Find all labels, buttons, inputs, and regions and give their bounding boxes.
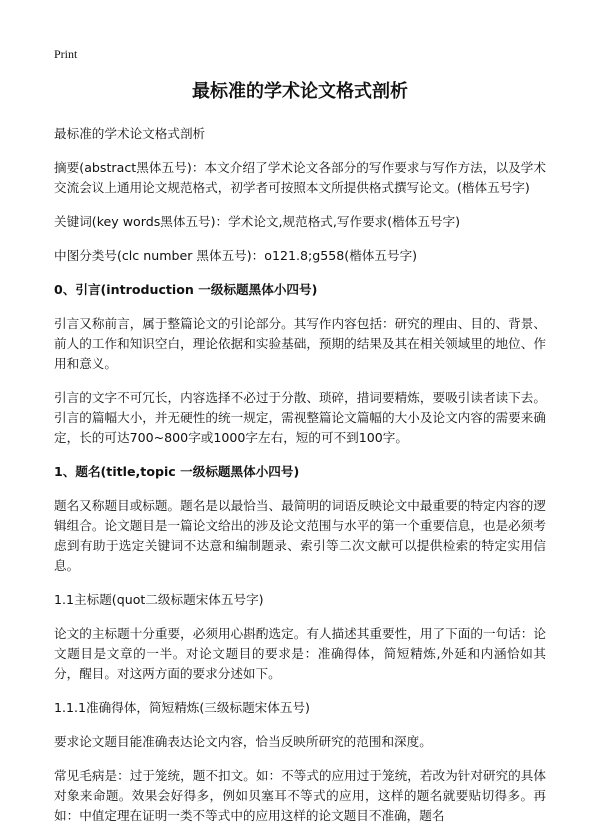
section-0-paragraph-1: 引言又称前言，属于整篇论文的引论部分。其写作内容包括：研究的理由、目的、背景、前人的工作和知识空白，理论依据和实验基础，预期的结果及其在相关领域里的地位、作用和意义。 xyxy=(54,316,546,371)
keywords-paragraph: 关键词(key words黑体五号)：学术论文,规范格式,写作要求(楷体五号字) xyxy=(54,214,461,229)
section-1-1-1-paragraph-2: 常见毛病是：过于笼统，题不扣文。如：不等式的应用过于笼统，若改为针对研究的具体对象来命题。效果会好得多，例如贝塞耳不等式的应用，这样的题名就要贴切得多。再如：中值定理在证明一类不等式中的应用这样的论文题目不准确，题名 xyxy=(54,768,546,823)
print-label: Print xyxy=(54,47,78,61)
section-1-paragraph-1: 题名又称题目或标题。题名是以最恰当、最简明的词语反映论文中最重要的特定内容的逻辑组合。论文题目是一篇论文给出的涉及论文范围与水平的第一个重要信息，也是必须考虑到有助于选定关键词不达意和编制题录、索引等二次文献可以提供检索的特定实用信息。 xyxy=(54,498,546,573)
page-title: 最标准的学术论文格式剖析 xyxy=(192,81,408,102)
section-1-1-1-heading: 1.1.1准确得体，简短精炼(三级标题宋体五号) xyxy=(54,700,310,715)
section-1-1-paragraph: 论文的主标题十分重要，必须用心斟酌选定。有人描述其重要性，用了下面的一句话：论文题目是文章的一半。对论文题目的要求是：准确得体，简短精炼,外延和内涵恰如其分，醒目。对这两方面的要求分述如下。 xyxy=(54,626,546,681)
section-1-heading: 1、题名(title,topic 一级标题黑体小四号) xyxy=(54,464,300,479)
section-1-1-heading: 1.1主标题(quot二级标题宋体五号字) xyxy=(54,592,264,607)
section-0-paragraph-2: 引言的文字不可冗长，内容选择不必过于分散、琐碎，措词要精炼，要吸引读者读下去。引言的篇幅大小，并无硬性的统一规定，需视整篇论文篇幅的大小及论文内容的需要来确定，长的可达700~800字或1000字左右，短的可不到100字。 xyxy=(54,390,546,445)
section-0-heading: 0、引言(introduction 一级标题黑体小四号) xyxy=(54,282,318,297)
section-1-1-1-paragraph-1: 要求论文题目能准确表达论文内容，恰当反映所研究的范围和深度。 xyxy=(54,734,432,749)
clc-number-paragraph: 中图分类号(clc number 黑体五号)：o121.8;g558(楷体五号字) xyxy=(54,248,418,263)
subtitle-line: 最标准的学术论文格式剖析 xyxy=(54,126,206,141)
abstract-paragraph: 摘要(abstract黑体五号)：本文介绍了学术论文各部分的写作要求与写作方法，以及学术交流会议上通用论文规范格式，初学者可按照本文所提供格式撰写论文。(楷体五号字) xyxy=(54,160,546,195)
